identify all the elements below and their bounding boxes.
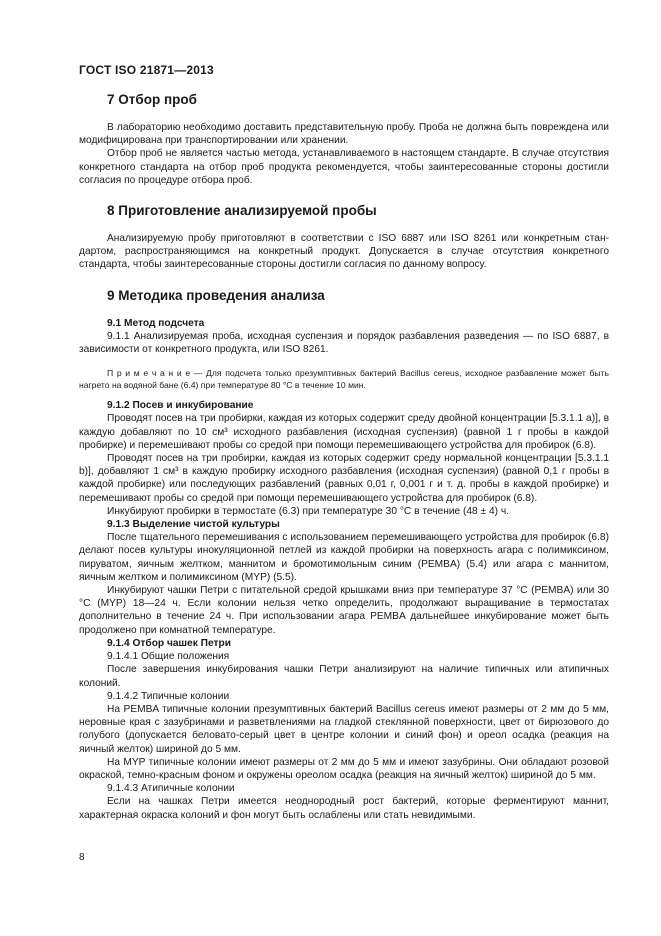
clause-9-1-2-paragraph-1: Проводят посев на три пробирки, каждая из которых содержит среду двойной концентрации [5.3.1.1 a)], в каждую добавляют по 10 см³ исходного разбавления (исходная суспензия) (равной 1 г пробы в каждой пробирке) и перемешивают пробы со средой при помощи перемешивающего устройства для пробирок (6.8). [79, 413, 609, 451]
section-7-paragraph-1: В лабораторию необходимо доставить представительную пробу. Проба не должна быть повреждена или модифицирована при транспортировании или хранении. [79, 122, 609, 147]
subsection-9-1-3-heading: 9.1.3 Выделение чистой культуры [107, 519, 280, 531]
section-9-heading: 9 Методика проведения анализа [107, 287, 325, 303]
clause-9-1-4-2-paragraph-2: На MYP типичные колонии имеют размеры от 2 мм до 5 мм и имеют зазубрины. Они обладают розовой окраской, темно-красным фоном и окружены ореолом осадка (реакция на яичный желток) шириной до 5 мм. [79, 756, 609, 781]
section-7-paragraph-2: Отбор проб не является частью метода, устанавливаемого в настоящем стандарте. В случае отсутствия конкретного стандарта на отбор проб продукта рекомендуется, чтобы заинтересованные стороны достигли согласия по процедуре отбора проб. [79, 148, 609, 186]
clause-9-1-1: 9.1.1 Анализируемая проба, исходная суспензия и порядок разбавления разведения — по ISO 6887, в зависимости от конкретного продукта, или ISO 8261. [79, 330, 609, 356]
clause-9-1-3-paragraph-1: После тщательного перемешивания с использованием перемешивающего устройства для пробирок (6.8) делают посев культуры инокуляционной петлей из каждой пробирки на поверхность агара с полимиксином, пируватом, яичным желтком, маннитом и бромотимольным синим (PEMBA) (5.4) или агара с маннитом, яичным желтком и полимиксином (MYP) (5.5). [79, 532, 609, 583]
subsection-9-1-4-heading: 9.1.4 Отбор чашек Петри [107, 637, 231, 649]
document-header: ГОСТ ISO 21871—2013 [79, 63, 214, 77]
clause-9-1-4-1-paragraph: После завершения инкубирования чашки Петри анализируют на наличие типичных или атипичных колоний. [79, 664, 609, 689]
clause-9-1-2-paragraph-3: Инкубируют пробирки в термостате (6.3) при температуре 30 °С в течение (48 ± 4) ч. [107, 505, 510, 517]
section-8-heading: 8 Приготовление анализируемой пробы [107, 203, 377, 219]
page-number: 8 [79, 852, 85, 863]
clause-9-1-2-paragraph-2: Проводят посев на три пробирки, каждая из которых содержит среду нормальной концентрации [5.3.1.1 b)], добавляют 1 см³ в каждую пробирку исходного разбавления (исходная суспензия) (равной 0,1 г пробы в каждой пробирке) или последующих разбавлений (равных 0,01 г, 0,001 г и т. д. пробы в каждой пробирке) и перемешивают пробы со средой при помощи перемешивающего устройства для пробирок (6.8). [79, 453, 609, 504]
section-7-heading: 7 Отбор проб [107, 92, 197, 107]
document-body [79, 92, 609, 822]
clause-9-1-3-paragraph-2: Инкубируют чашки Петри с питательной средой крышками вниз при температуре 37 °С (PEMBA) или 30 °С (MYP) 18—24 ч. Если колонии нельзя четко определить, продолжают выращивание в термостатах дополнительно в течение 24 ч. При использовании агара PEMBA дальнейшее инкубирование может быть продолжено при комнатной температуре. [79, 585, 609, 636]
subsection-9-1-4-2-heading: 9.1.4.2 Типичные колонии [107, 690, 230, 702]
clause-9-1-4-3-paragraph: Если на чашках Петри имеется неоднородный рост бактерий, которые ферментируют маннит, характерная окраска колоний и фон могут быть ослаблены или стать невидимыми. [79, 796, 609, 821]
subsection-9-1-2-heading: 9.1.2 Посев и инкубирование [107, 400, 254, 412]
note-9-1-1: П р и м е ч а н и е — Для подсчета только презумптивных бактерий Bacillus cereus, исходное разбавление может быть нагрето на водяной бане (6.4) при температуре 80 °С в течение 10 мин. [79, 368, 609, 391]
section-8-paragraph-1: Анализируемую пробу приготовляют в соответствии с ISO 6887 или ISO 8261 или конкретным стандартом, распространяющимся на конкретный продукт. Допускается в случае отсутствия конкретного стандарта, чтобы заинтересованные стороны достигли согласия по данному вопросу. [79, 233, 609, 271]
clause-9-1-4-2-paragraph-1: На PEMBA типичные колонии презумптивных бактерий Bacillus cereus имеют размеры от 2 мм до 5 мм, неровные края с зазубринами и разветвлениями на гладкой стеклянной поверхности, цвет от бирюзового до голубого (допускается беловато-серый цвет в центре колонии и синий фон) и ореол осадка (реакция на яичный желток) шириной до 5 мм. [79, 703, 609, 755]
subsection-9-1-4-3-heading: 9.1.4.3 Атипичные колонии [107, 783, 235, 795]
subsection-9-1-4-1-heading: 9.1.4.1 Общие положения [107, 651, 230, 663]
subsection-9-1-heading: 9.1 Метод подсчета [107, 317, 205, 329]
